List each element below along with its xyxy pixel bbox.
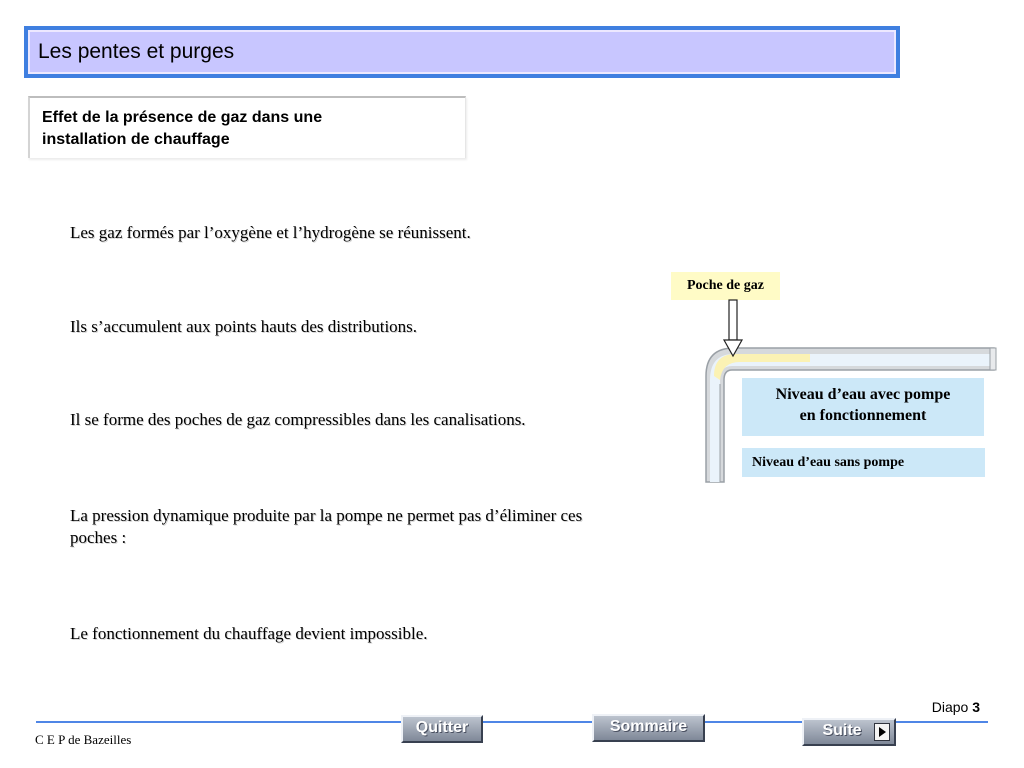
slide-number: [932, 699, 980, 715]
next-button[interactable]: [802, 718, 896, 746]
body-text-1: Les gaz formés par l’oxygène et l’hydrogène se réunissent.: [70, 223, 471, 242]
play-arrow-icon: [874, 723, 890, 741]
water-level-pump-line-2: en fonctionnement: [799, 407, 927, 424]
section-heading-line-2: installation de chauffage: [42, 131, 230, 148]
water-level-nopump-label: Niveau d’eau sans pompe: [742, 448, 985, 477]
water-level-pump-label: [742, 378, 984, 436]
title-frame: [24, 26, 900, 78]
slide-number-prefix: Diapo: [931, 699, 969, 715]
section-heading-line-1: Effet de la présence de gaz dans une: [42, 109, 323, 126]
next-button-label: Suite: [822, 722, 862, 739]
body-text-4: La pression dynamique produite par la pompe ne permet pas d’éliminer ces: [70, 506, 583, 525]
body-text-2: Ils s’accumulent aux points hauts des distributions.: [70, 317, 418, 336]
section-heading: [28, 96, 466, 158]
organization-name: C E P de Bazeilles: [35, 732, 132, 747]
body-text-6: Le fonctionnement du chauffage devient impossible.: [70, 624, 428, 643]
water-level-pump-line-1: Niveau d’eau avec pompe: [775, 386, 951, 403]
slide-number-value: 3: [972, 699, 980, 715]
gas-pocket-label: Poche de gaz: [671, 272, 780, 300]
quit-button[interactable]: [401, 715, 483, 743]
body-text-5: poches :: [70, 528, 127, 547]
summary-button[interactable]: [592, 714, 705, 742]
slide-title: Les pentes et purges: [28, 30, 896, 74]
summary-button-label: Sommaire: [609, 718, 688, 735]
body-text-3: Il se forme des poches de gaz compressibles dans les canalisations.: [70, 410, 526, 429]
quit-button-label: Quitter: [415, 719, 469, 736]
